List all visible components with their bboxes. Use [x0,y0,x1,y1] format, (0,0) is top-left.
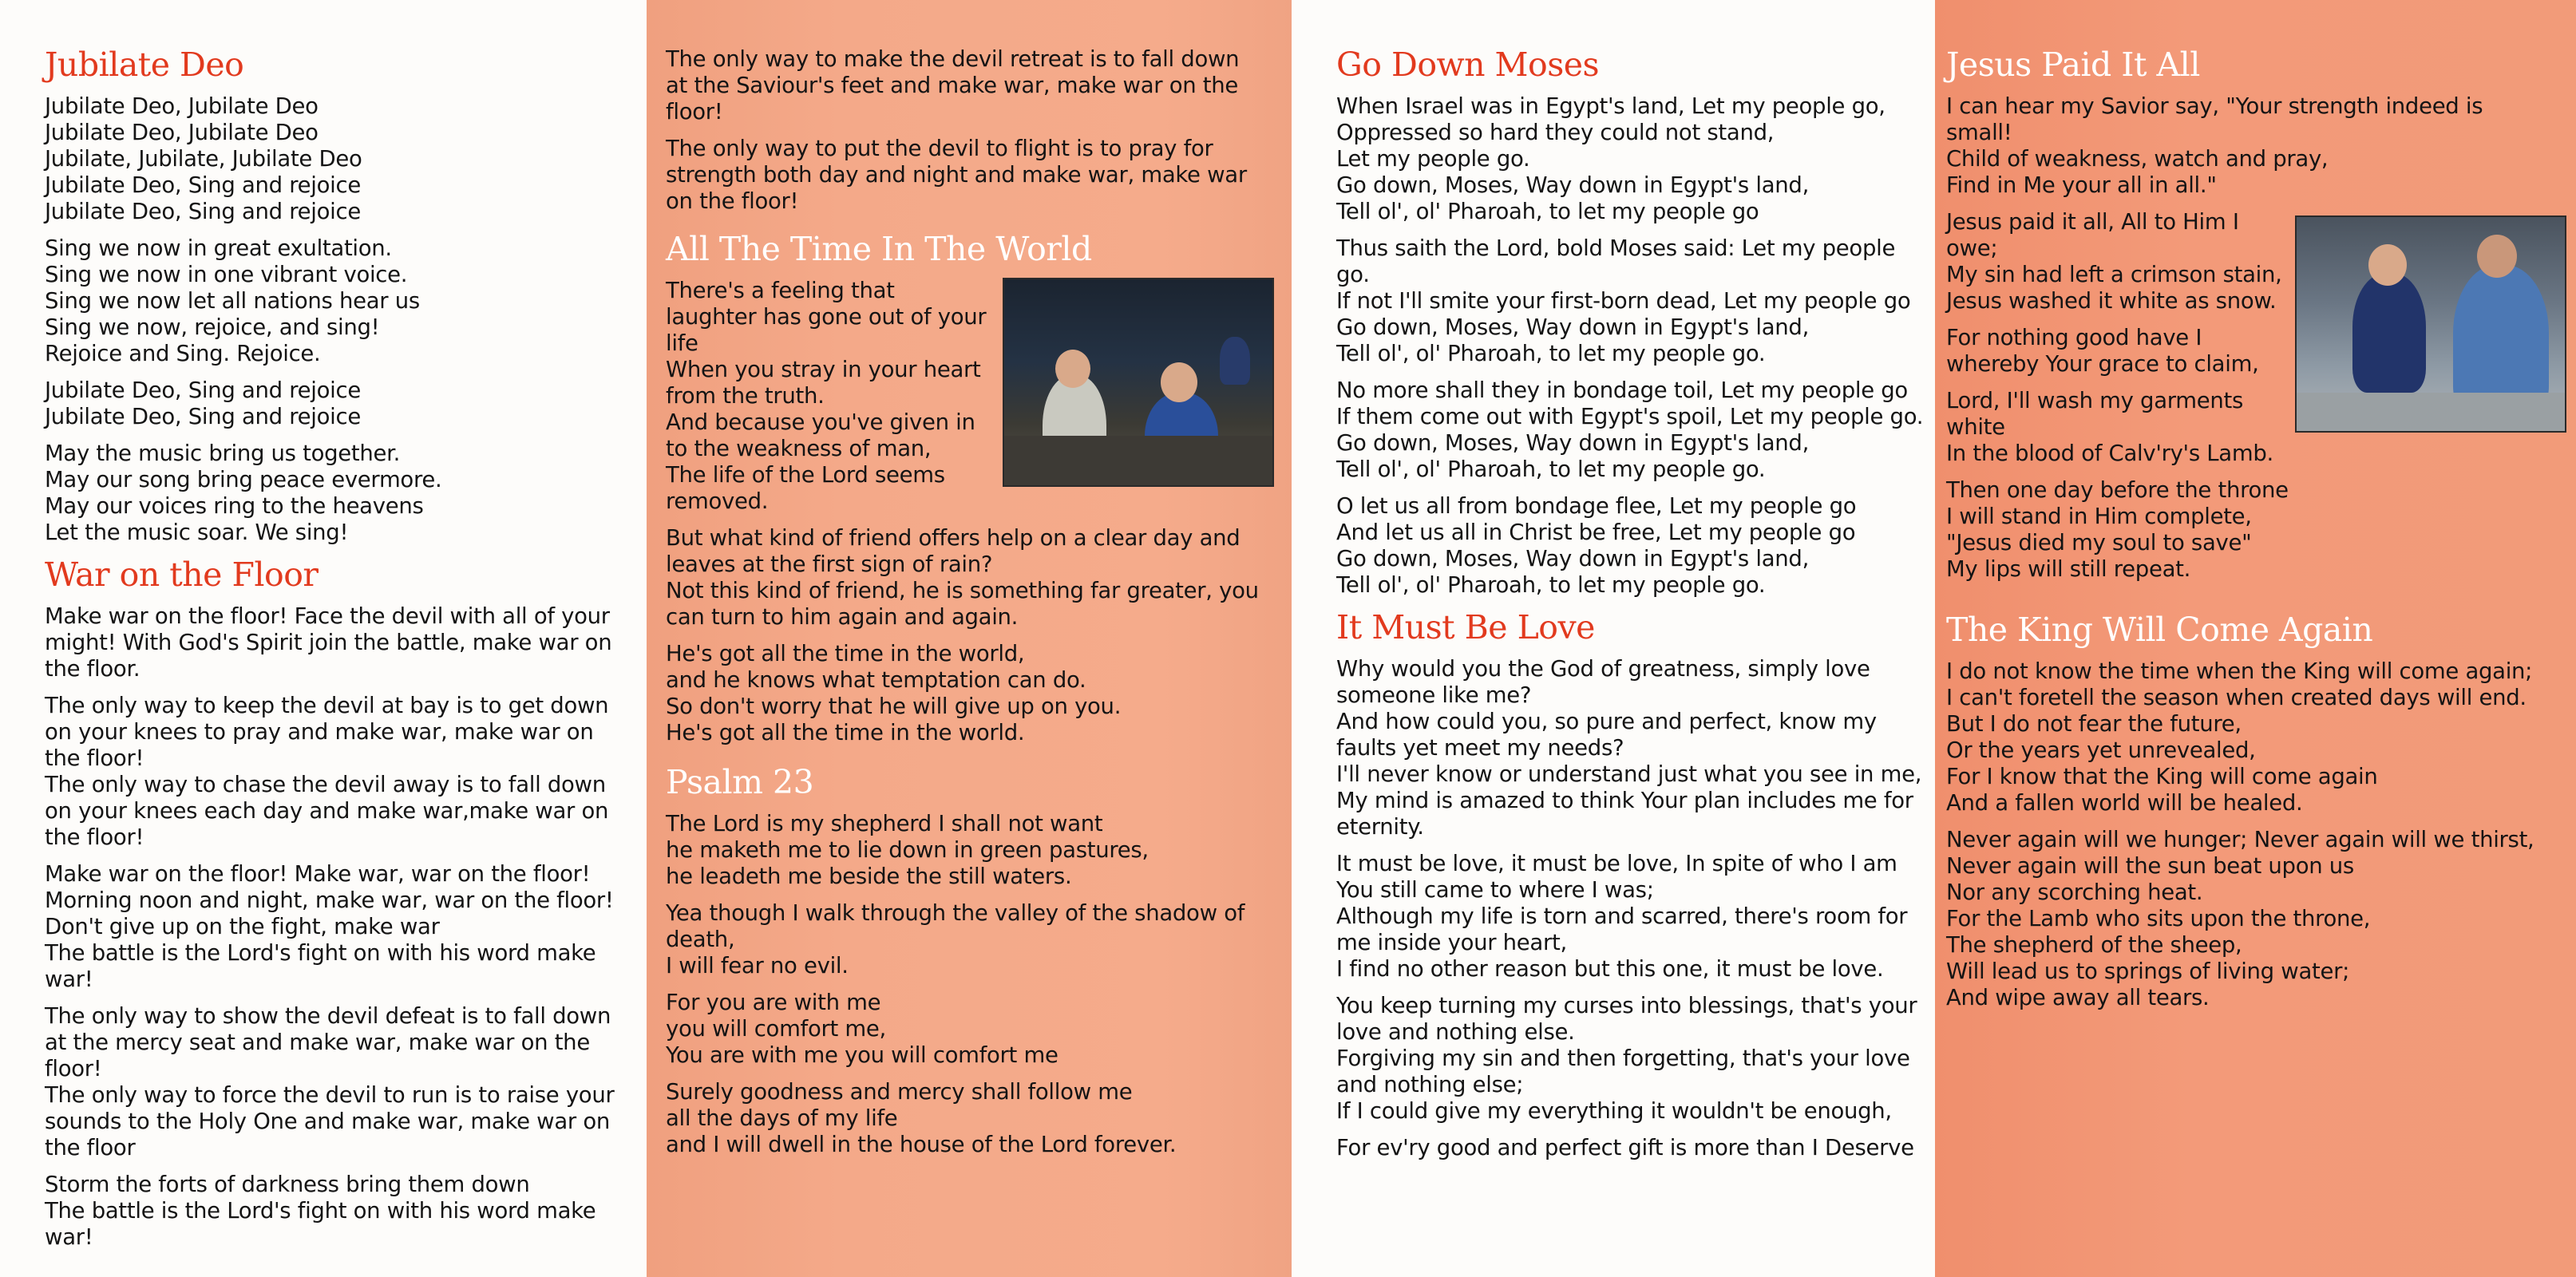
lyric-stanza: Jesus paid it all, All to Him I owe; My sin had left a crimson stain, Jesus washed it white as snow. [1946,209,2282,314]
song-title: Jubilate Deo [45,45,244,84]
song-title: The King Will Come Again [1946,611,2373,650]
booklet-panel-3 [1292,0,1935,1277]
song-go-down-moses [1336,46,1927,599]
booklet-panel-2 [647,0,1292,1277]
song-jubilate-deo [45,46,632,546]
song-title: All The Time In The World [666,230,1092,268]
song-all-the-time-in-the-world [666,231,1264,746]
lyric-stanza: You keep turning my curses into blessings, that's your love and nothing else. Forgiving my sin and then forgetting, that's your love and nothing else; If I could give my everything it wouldn't be enough, [1336,993,1917,1125]
lyric-stanza: The only way to keep the devil at bay is to get down on your knees to pray and make war, make war on the floor! The only way to chase the devil away is to fall down on your knees each day and make war,make war on the floor! [45,693,609,851]
lyric-stanza: No more shall they in bondage toil, Let my people go If them come out with Egypt's spoil, Let my people go. Go down, Moses, Way down in Egypt's land, Tell ol', ol' Pharoah, to let my people go. [1336,378,1924,483]
lyric-stanza: Jubilate Deo, Jubilate Deo Jubilate Deo, Jubilate Deo Jubilate, Jubilate, Jubilate Deo Jubilate Deo, Sing and rejoice Jubilate Deo, Sing and rejoice [45,93,362,225]
lyric-stanza: Yea though I walk through the valley of the shadow of death, I will fear no evil. [666,900,1245,979]
lyric-stanza: For you are with me you will comfort me, You are with me you will comfort me [666,990,1058,1069]
lyric-stanza: Why would you the God of greatness, simply love someone like me? And how could you, so pure and perfect, know my faults yet meet my needs? I'll never know or understand just what you see in me, My mind is amazed to think Your plan includes me for eternity. [1336,656,1922,840]
booklet-panel-4 [1935,0,2576,1277]
lyric-stanza: For nothing good have I whereby Your grace to claim, [1946,325,2259,378]
lyric-stanza: Sing we now in great exultation. Sing we now in one vibrant voice. Sing we now let all nations hear us Sing we now, rejoice, and sing! Rejoice and Sing. Rejoice. [45,235,420,367]
song-it-must-be-love [1336,609,1927,1161]
song-the-king-will-come-again [1946,611,2544,1011]
lyric-stanza: Make war on the floor! Face the devil with all of your might! With God's Spirit join the battle, make war on the floor. [45,603,612,682]
lyric-stanza: Thus saith the Lord, bold Moses said: Let my people go. If not I'll smite your first-born dead, Let my people go Go down, Moses, Way down in Egypt's land, Tell ol', ol' Pharoah, to let my people go. [1336,235,1911,367]
song-psalm-23 [666,764,1264,1158]
lyric-stanza: I do not know the time when the King will come again; I can't foretell the season when created days will end. But I do not fear the future, Or the years yet unrevealed, For I know that the King will come again And a fallen world will be healed. [1946,658,2533,816]
lyric-stanza: The only way to put the devil to flight is to pray for strength both day and night and make war, make war on the floor! [666,136,1247,214]
lyric-stanza: But what kind of friend offers help on a clear day and leaves at the first sign of rain? Not this kind of friend, he is something far greater, you can turn to him again and again. [666,525,1259,631]
song-title: Psalm 23 [666,763,814,802]
lyric-stanza: He's got all the time in the world, and he knows what temptation can do. So don't worry that he will give up on you. He's got all the time in the world. [666,641,1122,746]
lyric-stanza: The only way to make the devil retreat is to fall down at the Saviour's feet and make war, make war on the floor! [666,46,1240,125]
song-title: War on the Floor [45,555,319,595]
song-jesus-paid-it-all [1946,46,2544,583]
lyric-stanza: When Israel was in Egypt's land, Let my people go, Oppressed so hard they could not stand, Let my people go. Go down, Moses, Way down in Egypt's land, Tell ol', ol' Pharoah, to let my people go [1336,93,1886,225]
lyric-stanza: Surely goodness and mercy shall follow me all the days of my life and I will dwell in the house of the Lord forever. [666,1079,1177,1158]
lyric-stanza: May the music bring us together. May our song bring peace evermore. May our voices ring to the heavens Let the music soar. We sing! [45,441,442,546]
lyric-stanza: The only way to show the devil defeat is to fall down at the mercy seat and make war, make war on the floor! The only way to force the devil to run is to raise your sounds to the Holy One and make war, make war on the floor [45,1003,615,1161]
lyric-stanza: I can hear my Savior say, "Your strength indeed is small! Child of weakness, watch and pray, Find in Me your all in all." [1946,93,2483,199]
song-war-on-the-floor [45,556,632,1251]
lyric-stanza: Then one day before the throne I will stand in Him complete, "Jesus died my soul to save" My lips will still repeat. [1946,477,2289,583]
lyric-stanza: There's a feeling that laughter has gone out of your life When you stray in your heart from the truth. And because you've given in to the weakness of man, The life of the Lord seems removed. [666,278,987,515]
lyric-stanza: For ev'ry good and perfect gift is more than I Deserve [1336,1135,1914,1161]
song-title: Jesus Paid It All [1946,45,2200,84]
song-title: Go Down Moses [1336,45,1600,84]
lyric-stanza: Storm the forts of darkness bring them down The battle is the Lord's fight on with his word make war! [45,1172,596,1251]
lyric-stanza: Lord, I'll wash my garments white In the blood of Calv'ry's Lamb. [1946,388,2273,467]
lyric-stanza: O let us all from bondage flee, Let my people go And let us all in Christ be free, Let my people go Go down, Moses, Way down in Egypt's land, Tell ol', ol' Pharoah, to let my people go. [1336,493,1857,599]
lyric-stanza: Jubilate Deo, Sing and rejoice Jubilate Deo, Sing and rejoice [45,378,361,430]
rehearsal-photo [2295,215,2566,433]
booklet-panel-1 [0,0,647,1277]
lyric-stanza: Never again will we hunger; Never again will we thirst, Never again will the sun beat upon us Nor any scorching heat. For the Lamb who sits upon the throne, The shepherd of the sheep, Will lead us to springs of living water; And wipe away all tears. [1946,827,2534,1011]
lyric-stanza: Make war on the floor! Make war, war on the floor! Morning noon and night, make war, war on the floor! Don't give up on the fight, make war The battle is the Lord's fight on with his word make war! [45,861,614,993]
studio-photo [1003,278,1274,487]
lyric-stanza: The Lord is my shepherd I shall not want he maketh me to lie down in green pastures, he leadeth me beside the still waters. [666,811,1149,890]
lyric-stanza: It must be love, it must be love, In spite of who I am You still came to where I was; Although my life is torn and scarred, there's room for me inside your heart, I find no other reason but this one, it must be love. [1336,851,1908,982]
song-title: It Must Be Love [1336,608,1595,647]
